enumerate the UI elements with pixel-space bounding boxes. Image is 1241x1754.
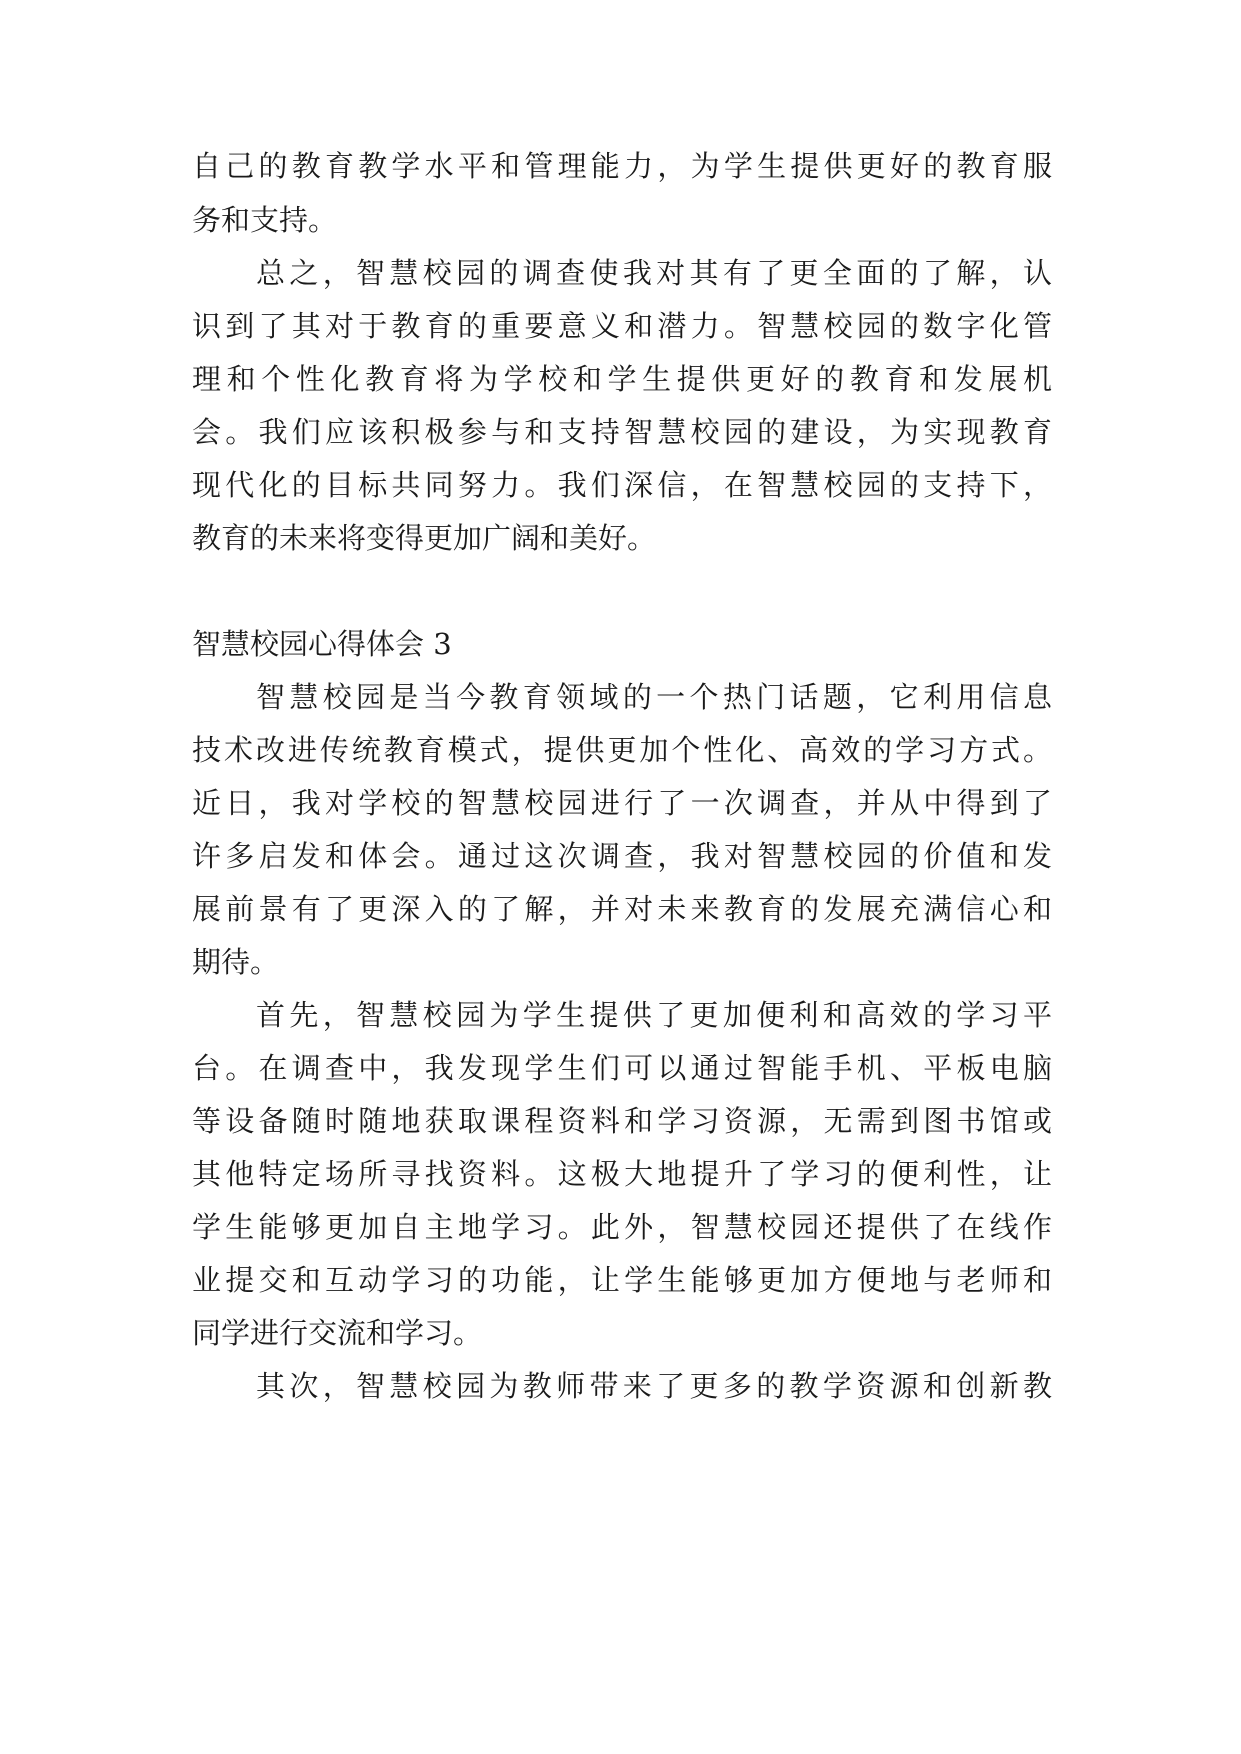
text-line: 首先，智慧校园为学生提供了更加便利和高效的学习平 bbox=[256, 998, 1052, 1032]
text-line: 许多启发和体会。通过这次调查，我对智慧校园的价值和发 bbox=[192, 839, 1052, 873]
text-line: 会。我们应该积极参与和支持智慧校园的建设，为实现教育 bbox=[192, 415, 1052, 449]
text-line: 期待。 bbox=[192, 945, 280, 979]
text-line: 其次，智慧校园为教师带来了更多的教学资源和创新教 bbox=[256, 1369, 1052, 1403]
text-line: 智慧校园是当今教育领域的一个热门话题，它利用信息 bbox=[256, 680, 1052, 714]
text-line: 其他特定场所寻找资料。这极大地提升了学习的便利性，让 bbox=[192, 1157, 1052, 1191]
section-title: 智慧校园心得体会 3 bbox=[192, 627, 452, 661]
text-line: 务和支持。 bbox=[192, 203, 338, 237]
text-line: 技术改进传统教育模式，提供更加个性化、高效的学习方式。 bbox=[192, 733, 1052, 767]
text-line: 台。在调查中，我发现学生们可以通过智能手机、平板电脑 bbox=[192, 1051, 1052, 1085]
text-line: 自己的教育教学水平和管理能力，为学生提供更好的教育服 bbox=[192, 149, 1052, 183]
text-line: 识到了其对于教育的重要意义和潜力。智慧校园的数字化管 bbox=[192, 309, 1052, 343]
text-line: 展前景有了更深入的了解，并对未来教育的发展充满信心和 bbox=[192, 892, 1052, 926]
text-line: 总之，智慧校园的调查使我对其有了更全面的了解，认 bbox=[256, 256, 1052, 290]
text-line: 等设备随时随地获取课程资料和学习资源，无需到图书馆或 bbox=[192, 1104, 1052, 1138]
text-line: 同学进行交流和学习。 bbox=[192, 1316, 483, 1350]
text-line: 教育的未来将变得更加广阔和美好。 bbox=[192, 521, 657, 555]
text-line: 现代化的目标共同努力。我们深信，在智慧校园的支持下， bbox=[192, 468, 1052, 502]
text-line: 理和个性化教育将为学校和学生提供更好的教育和发展机 bbox=[192, 362, 1052, 396]
text-line: 业提交和互动学习的功能，让学生能够更加方便地与老师和 bbox=[192, 1263, 1052, 1297]
text-line: 学生能够更加自主地学习。此外，智慧校园还提供了在线作 bbox=[192, 1210, 1052, 1244]
text-line: 近日，我对学校的智慧校园进行了一次调查，并从中得到了 bbox=[192, 786, 1052, 820]
